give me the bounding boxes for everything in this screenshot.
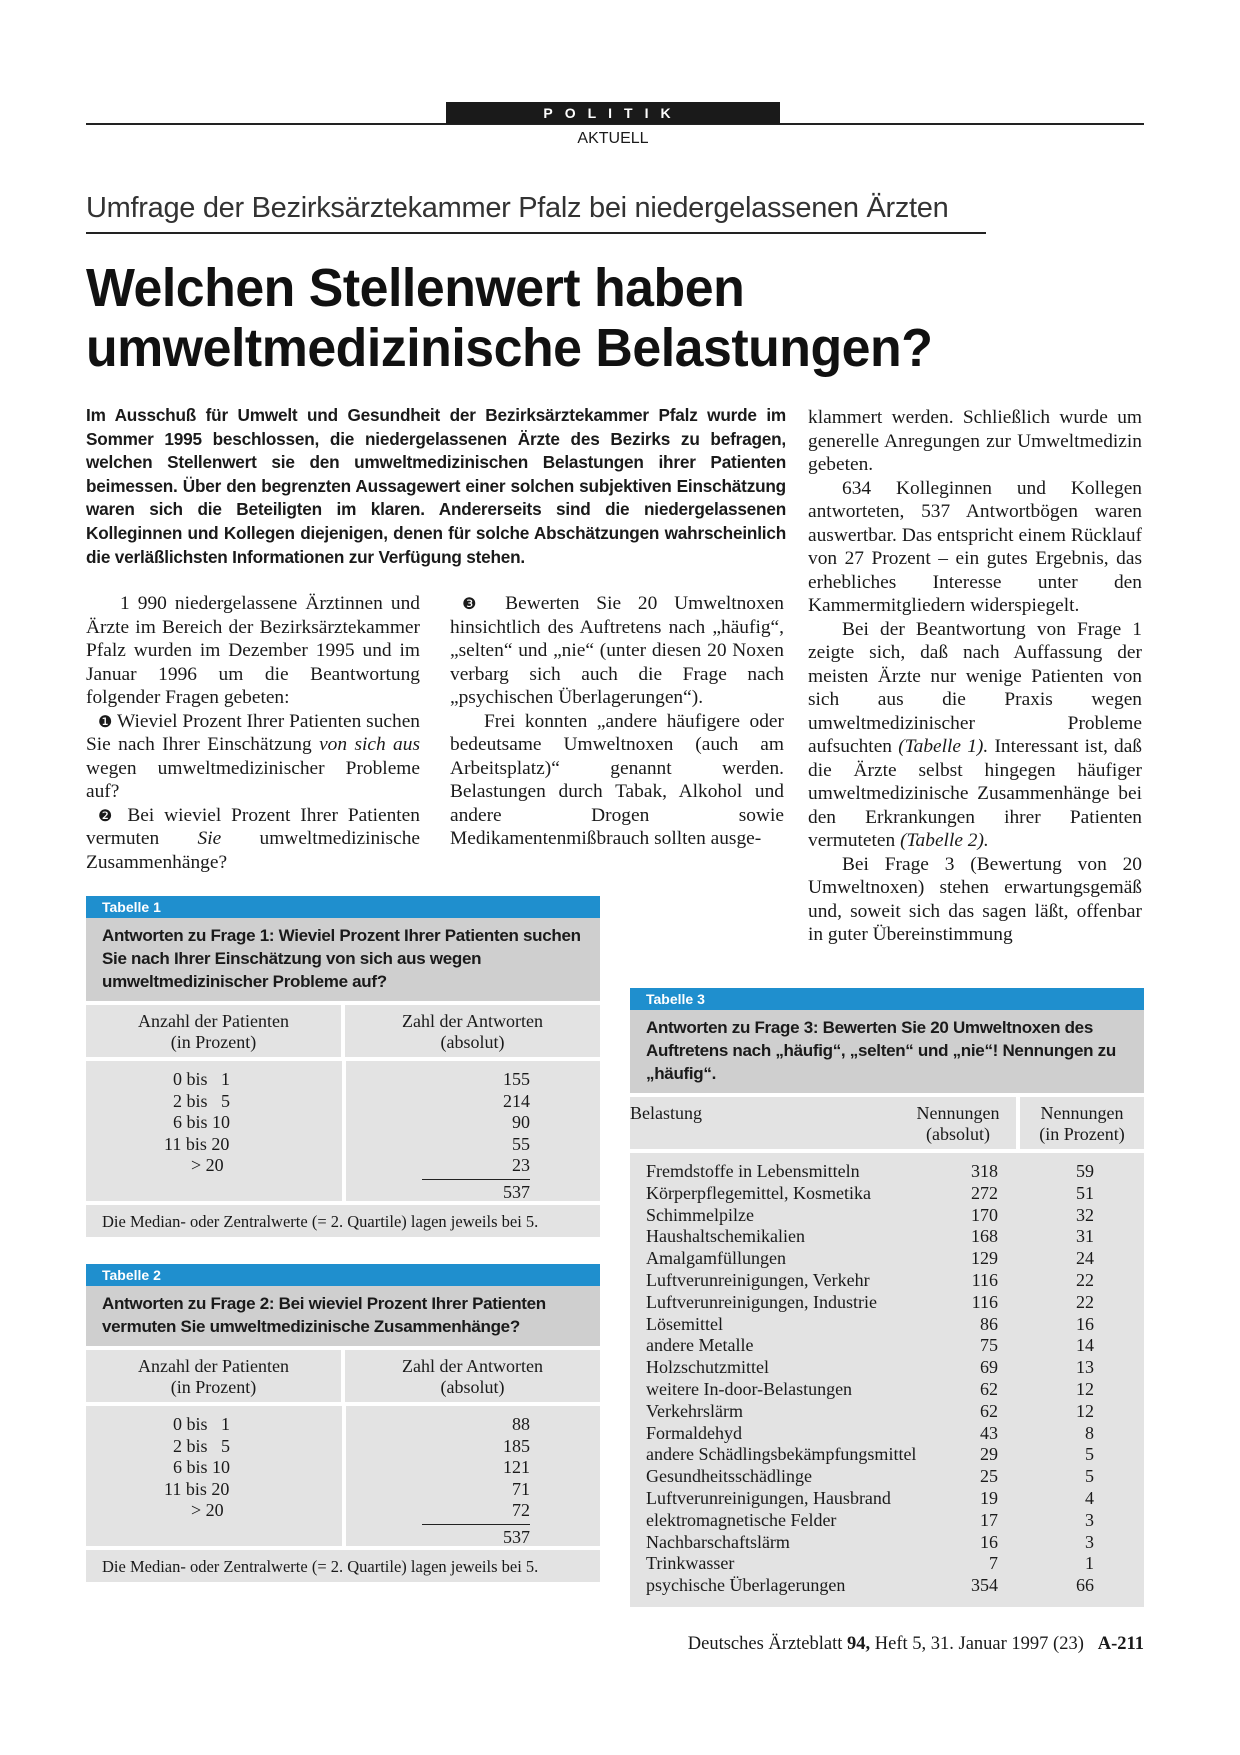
value-cell: 72 [512,1500,530,1520]
journal-name: Deutsches Ärzteblatt [687,1634,843,1654]
row-label: Amalgamfüllungen [646,1248,786,1269]
number-one-icon: ❶ [98,711,113,731]
row-absolute: 272 [971,1182,998,1203]
range-column [86,1061,342,1201]
paragraph: Bei Frage 3 (Bewertung von 20 Umweltnoxen) stehen erwartungsgemäß und, soweit sich das sagen läßt, offenbar in guter Übereinstimmung [808,853,1142,945]
row-percent: 31 [1076,1226,1094,1247]
table-header [86,1001,600,1061]
row-percent: 4 [1085,1487,1094,1508]
row-absolute: 354 [971,1575,998,1596]
column-header: Nennungen (absolut) [916,1103,1000,1144]
row-label: Luftverunreinigungen, Hausbrand [646,1487,891,1508]
number-two-icon: ❷ [98,805,118,825]
value-cell: 155 [503,1069,530,1089]
value-cell: 88 [512,1414,530,1434]
table-body [630,1153,1144,1607]
range-cell: 11 bis 20 [164,1478,230,1499]
row-label: Lösemittel [646,1313,723,1334]
row-label: Trinkwasser [646,1553,735,1574]
table-title: Antworten zu Frage 3: Bewerten Sie 20 Umweltnoxen des Auftretens nach „häufig“, „selten“ und „nie“! Nennungen zu „häufig“. [630,1010,1144,1093]
row-percent: 3 [1085,1531,1094,1552]
row-percent: 8 [1085,1422,1094,1443]
table-body [86,1406,600,1546]
text-column-1 [86,592,420,874]
row-label: Gesundheitsschädlinge [646,1466,812,1487]
table-footnote: Die Median- oder Zentralwerte (= 2. Quartile) lagen jeweils bei 5. [86,1201,600,1237]
column-header: Zahl der Antworten (absolut) [341,1350,600,1402]
total-cell: 537 [422,1179,530,1204]
value-cell: 121 [503,1457,530,1477]
value-column [342,1406,600,1546]
column-header: Zahl der Antworten (absolut) [341,1005,600,1057]
headline-line-2: umweltmedizinische Belastungen? [86,318,933,378]
article-headline [86,258,1104,378]
range-cell: 6 bis 10 [164,1112,231,1132]
table-body [86,1061,600,1201]
value-cell: 214 [503,1090,530,1111]
number-three-icon: ❸ [462,594,489,613]
row-label: andere Schädlingsbekämpfungsmittel [646,1444,917,1465]
row-label: Luftverunreinigungen, Verkehr [646,1269,870,1290]
range-cell: > 20 [164,1155,224,1175]
row-absolute: 116 [971,1269,998,1290]
value-column [342,1061,600,1201]
row-absolute: 62 [980,1378,998,1399]
percent-column [998,1161,1144,1597]
label-column [630,1161,936,1597]
row-percent: 13 [1076,1357,1094,1378]
row-percent: 5 [1085,1444,1094,1465]
kicker-rule [86,232,986,234]
text-column-3 [808,406,1142,947]
row-absolute: 86 [980,1313,998,1334]
row-label: Körperpflegemittel, Kosmetika [646,1182,871,1203]
range-cell: 0 bis 1 [164,1414,231,1434]
row-absolute: 62 [980,1400,998,1421]
paragraph: 1 990 niedergelassene Ärztinnen und Ärzte im Bereich der Bezirksärztekammer Pfalz wurden im Dezember 1995 und im Januar 1996 um die Beantwortung folgender Fragen gebeten: [86,593,420,708]
column-header: Nennungen (in Prozent) [1016,1097,1144,1149]
row-absolute: 16 [980,1531,998,1552]
volume: 94, [847,1634,871,1654]
range-cell: 2 bis 5 [164,1090,231,1111]
headline-line-1: Welchen Stellenwert haben [86,258,745,318]
row-label: weitere In-door-Belastungen [646,1378,853,1399]
range-cell: 2 bis 5 [164,1435,231,1456]
row-absolute: 29 [980,1444,998,1465]
row-percent: 1 [1085,1553,1094,1574]
row-label: Formaldehyd [646,1422,742,1443]
question-2: ❷ Bei wieviel Prozent Ihrer Patienten vermuten Sie umweltmedizinische Zusammenhänge? [86,804,420,873]
row-percent: 12 [1076,1400,1094,1421]
table-tag: Tabelle 1 [86,896,600,918]
row-absolute: 116 [971,1291,998,1312]
range-cell: 11 bis 20 [164,1133,230,1154]
row-label: andere Metalle [646,1335,754,1356]
paragraph: klammert werden. Schließlich wurde um generelle Anregungen zur Umweltmedizin gebeten. [808,407,1142,475]
row-label: elektromagnetische Felder [646,1509,837,1530]
table-header [86,1346,600,1406]
value-cell: 23 [512,1155,530,1175]
issue-info: Heft 5, 31. Januar 1997 (23) [874,1634,1084,1654]
row-absolute: 25 [980,1466,998,1487]
table-2 [86,1264,600,1582]
value-cell: 90 [512,1112,530,1132]
article-lead: Im Ausschuß für Umwelt und Gesundheit der Bezirksärztekammer Pfalz wurde im Sommer 1995 beschlossen, die niedergelassenen Ärzte des Bezirks zu befragen, welchen Stellenwert sie den umweltmedizinischen Belastungen ihrer Patienten beimessen. Über den begrenzten Aussagewert einer solchen subjektiven Einschätzung waren sich die Beteiligten im klaren. Andererseits sind die niedergelassenen Kolleginnen und Kollegen diejenigen, denen für solche Abschätzungen wahrscheinlich die verläßlichsten Informationen zur Verfügung stehen. [86,405,786,567]
row-percent: 14 [1076,1335,1094,1356]
row-percent: 16 [1076,1313,1094,1334]
row-label: Luftverunreinigungen, Industrie [646,1291,877,1312]
row-absolute: 75 [980,1335,998,1356]
row-percent: 12 [1076,1378,1094,1399]
article-kicker: Umfrage der Bezirksärztekammer Pfalz bei niedergelassenen Ärzten [86,192,949,224]
range-cell: 0 bis 1 [164,1069,231,1089]
row-percent: 51 [1076,1182,1094,1203]
row-percent: 3 [1085,1509,1094,1530]
section-band: POLITIK [446,102,780,124]
row-label: psychische Überlagerungen [646,1575,846,1596]
range-cell: 6 bis 10 [164,1457,231,1477]
row-absolute: 168 [971,1226,998,1247]
row-percent: 22 [1076,1291,1094,1312]
table-title: Antworten zu Frage 1: Wieviel Prozent Ihrer Patienten suchen Sie nach Ihrer Einschätzung von sich aus wegen umweltmedizinischer Probleme auf? [86,918,600,1001]
row-label: Verkehrslärm [646,1400,743,1421]
row-absolute: 7 [989,1553,998,1574]
row-label: Fremdstoffe in Lebensmitteln [646,1161,860,1181]
table-3 [630,988,1144,1607]
column-header: Belastung [630,1103,702,1123]
row-label: Schimmelpilze [646,1204,754,1225]
total-cell: 537 [422,1524,530,1549]
row-percent: 32 [1076,1204,1094,1225]
column-header: Anzahl der Patienten (in Prozent) [138,1011,289,1052]
subsection-label: AKTUELL [577,130,649,147]
row-percent: 22 [1076,1269,1094,1290]
page-footer [632,1634,1144,1655]
row-percent: 5 [1085,1466,1094,1487]
row-label: Nachbarschaftslärm [646,1531,790,1552]
paragraph: Bei der Beantwortung von Frage 1 zeigte sich, daß nach Auffassung der meisten Ärzte nur wenige Patienten von sich aus die Praxis wegen umweltmedizinischer Probleme aufsuchten (Tabelle 1). Interessant ist, daß die Ärzte selbst hingegen häufiger umweltmedizinische Zusammenhänge bei den Erkrankungen ihrer Patienten vermuteten (Tabelle 2). [808,618,1142,851]
paragraph: 634 Kolleginnen und Kollegen antworteten, 537 Antwortbögen waren auswertbar. Das entspricht einem Rücklauf von 27 Prozent – ein gutes Ergebnis, das erhebliches Interesse unter den Kammermitgliedern widerspiegelt. [808,477,1142,616]
page-number: A-211 [1097,1634,1144,1654]
column-header: Anzahl der Patienten (in Prozent) [138,1356,289,1397]
table-1 [86,896,600,1237]
table-tag: Tabelle 2 [86,1264,600,1286]
range-column [86,1406,342,1546]
paragraph: Frei konnten „andere häufigere oder bedeutsame Umweltnoxen (auch am Arbeitsplatz)“ genannt werden. Belastungen durch Tabak, Alkohol und andere Drogen sowie Medikamentenmißbrauch sollten ausge- [450,710,784,849]
table-header [630,1093,1144,1153]
row-absolute: 19 [980,1487,998,1508]
row-percent: 59 [1076,1161,1094,1181]
row-absolute: 17 [980,1509,998,1530]
value-cell: 71 [512,1478,530,1499]
table-tag: Tabelle 3 [630,988,1144,1010]
row-percent: 24 [1076,1248,1094,1269]
question-1: ❶ Wieviel Prozent Ihrer Patienten suchen Sie nach Ihrer Einschätzung von sich aus wegen umweltmedizinischer Probleme auf? [86,710,420,802]
absolute-column [936,1161,998,1597]
question-3: ❸ Bewerten Sie 20 Umweltnoxen hinsichtlich des Auftretens nach „häufig“, „selten“ und „nie“ (unter diesen 20 Noxen verbarg sich auch die Frage nach „psychischen Überlagerungen“). [450,593,784,708]
row-label: Haushaltschemikalien [646,1226,805,1247]
row-absolute: 129 [971,1248,998,1269]
value-cell: 185 [503,1435,530,1456]
text-column-2 [450,592,784,851]
range-cell: > 20 [164,1500,224,1520]
row-absolute: 170 [971,1204,998,1225]
row-absolute: 69 [980,1357,998,1378]
table-title: Antworten zu Frage 2: Bei wieviel Prozent Ihrer Patienten vermuten Sie umweltmedizinische Zusammenhänge? [86,1286,600,1346]
row-percent: 66 [1076,1575,1094,1596]
row-absolute: 318 [971,1161,998,1181]
row-label: Holzschutzmittel [646,1357,769,1378]
value-cell: 55 [512,1133,530,1154]
row-absolute: 43 [980,1422,998,1443]
table-footnote: Die Median- oder Zentralwerte (= 2. Quartile) lagen jeweils bei 5. [86,1546,600,1582]
